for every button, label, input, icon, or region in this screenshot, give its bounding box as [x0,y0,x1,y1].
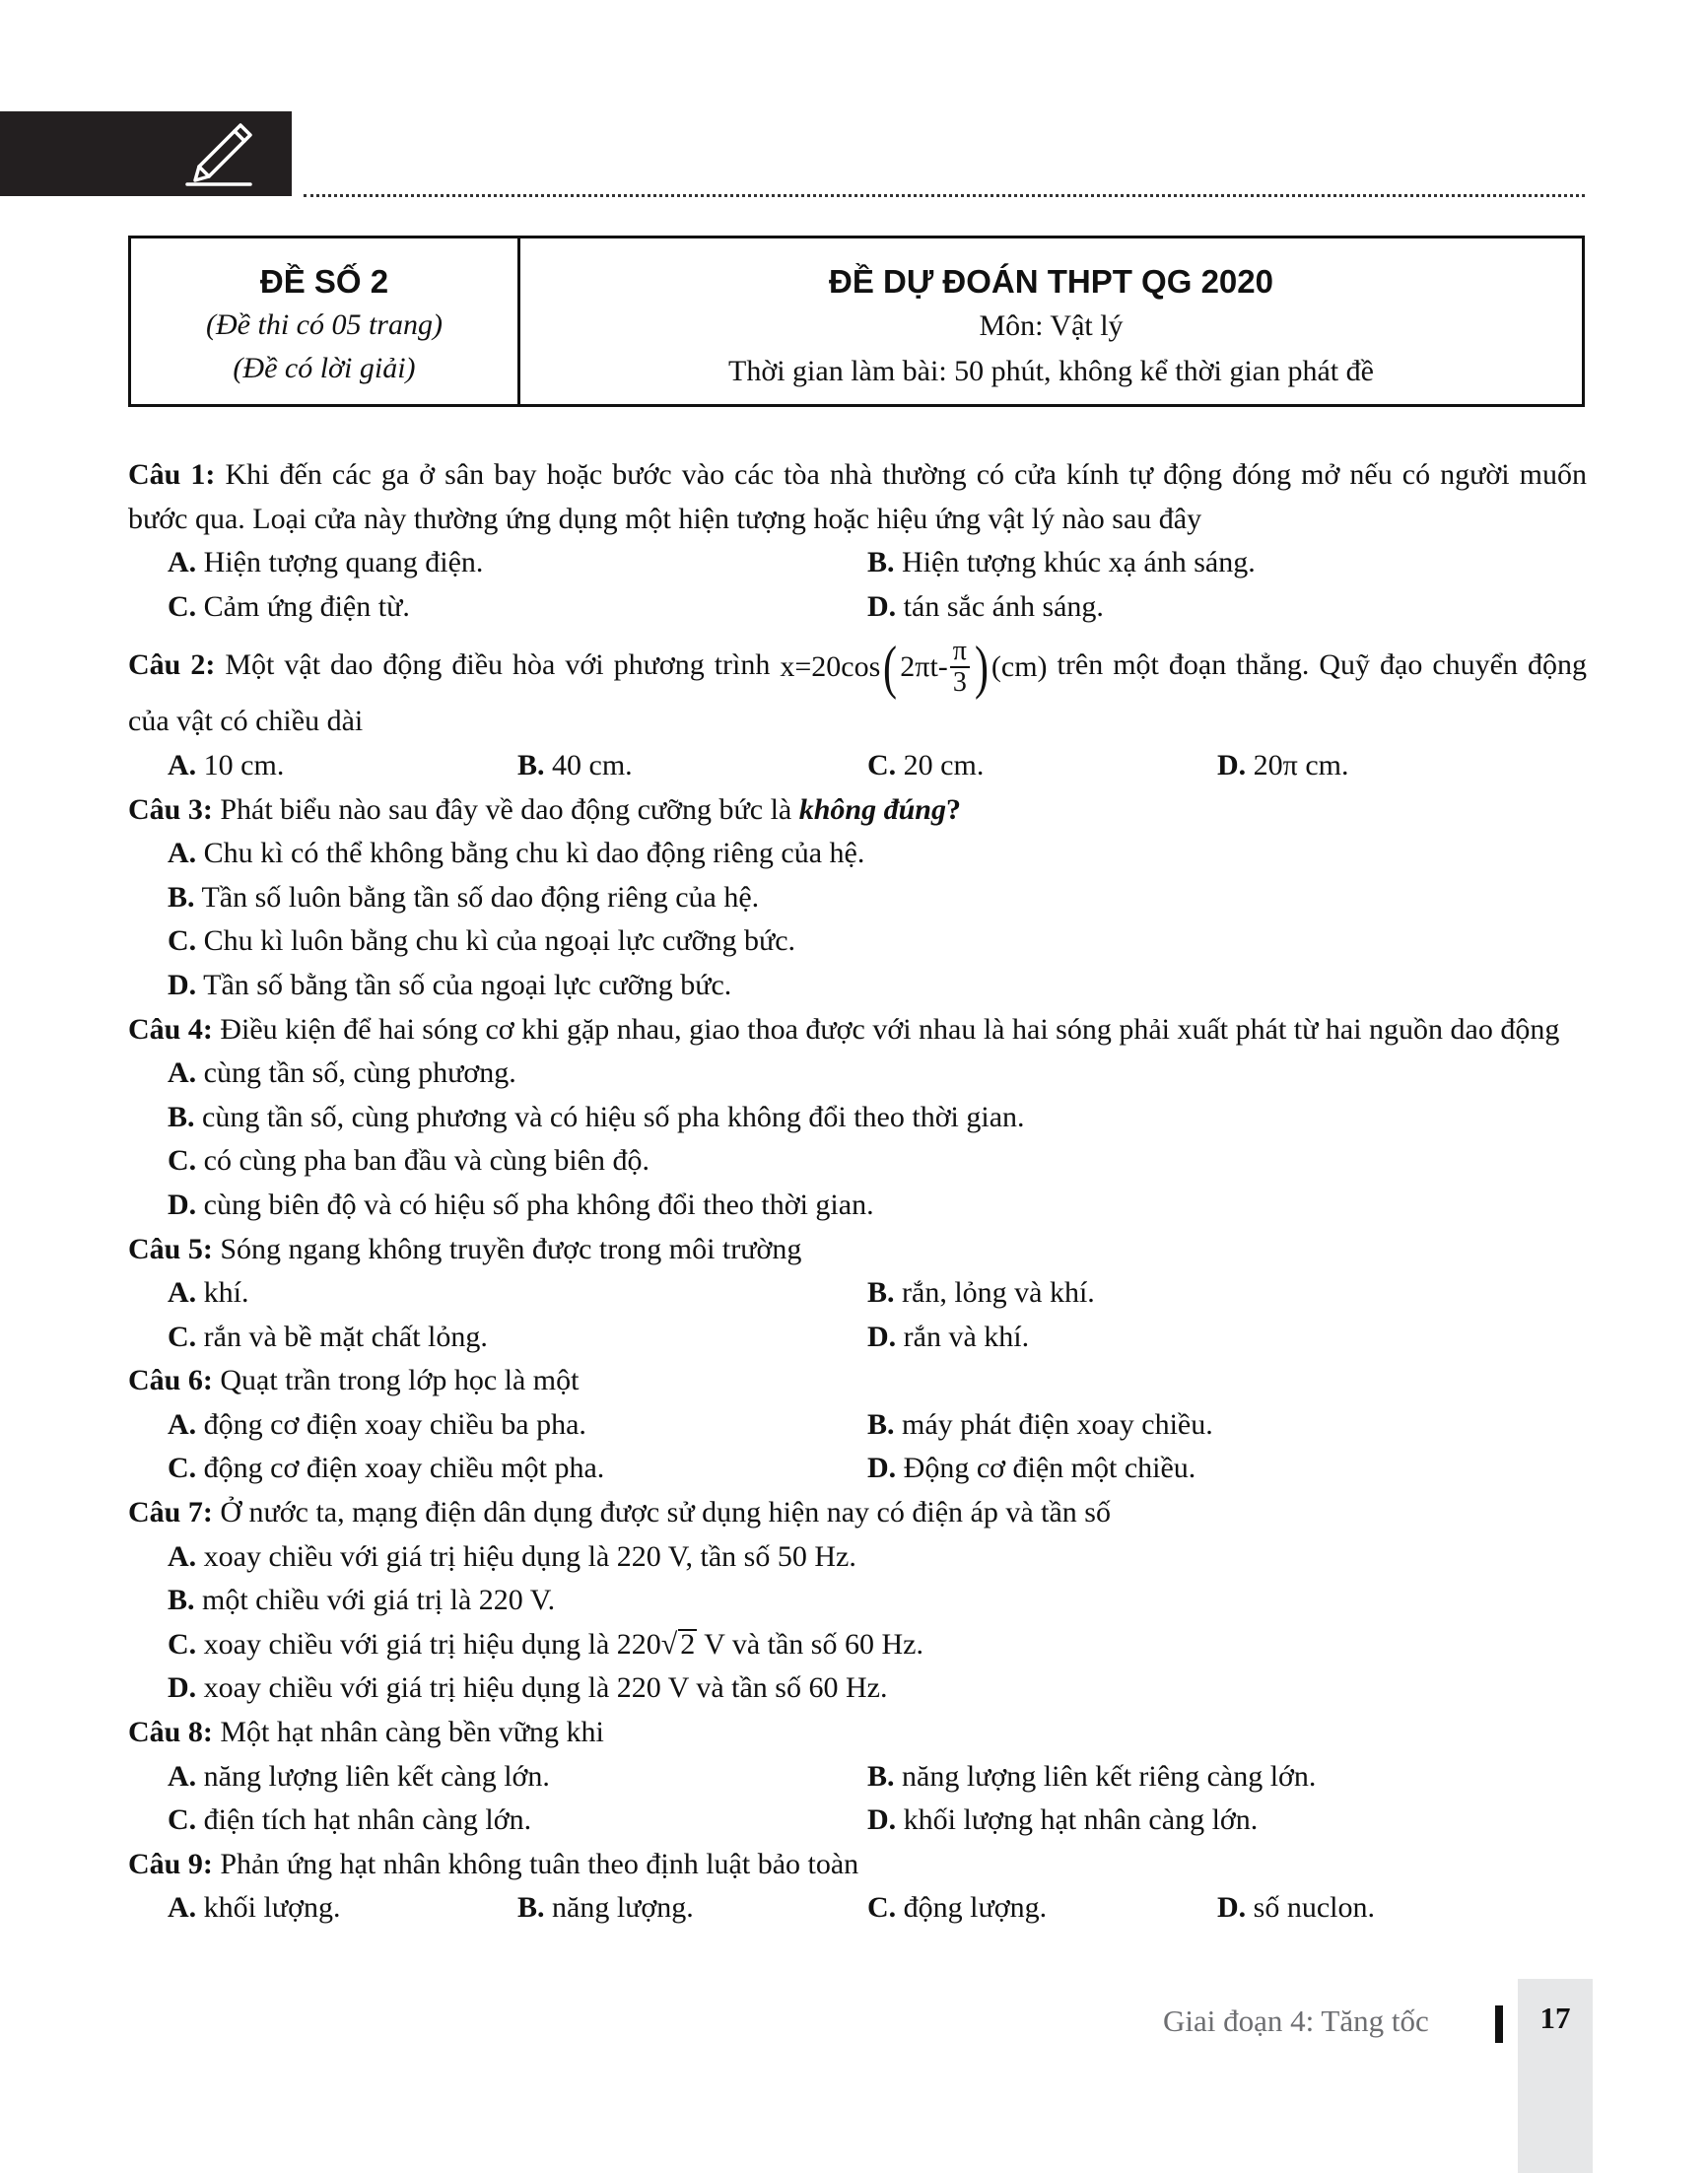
exam-time: Thời gian làm bài: 50 phút, không kể thời gian phát đề [728,355,1374,387]
exam-number: ĐỀ SỐ 2 [259,263,389,300]
question-text-continued: trên một đoạn thẳng. Quỹ đạo chuyển động của vật có chiều dài [128,648,1588,738]
option-b[interactable]: B. một chiều với giá trị là 220 V. [168,1584,556,1617]
footer-section-title: Giai đoạn 4: Tăng tốc [1163,2003,1429,2038]
option-d[interactable]: D. xoay chiều với giá trị hiệu dụng là 220 V và tần số 60 Hz. [168,1671,888,1705]
option-b[interactable]: B. Tần số luôn bằng tần số dao động riêng của hệ. [168,880,760,914]
exam-subject: Môn: Vật lý [979,309,1124,342]
question-label: Câu 7: [128,1496,213,1529]
exam-title: ĐỀ DỰ ĐOÁN THPT QG 2020 [829,263,1273,300]
option-c[interactable]: C. xoay chiều với giá trị hiệu dụng là 220√ 2 V và tần số 60 Hz. [168,1627,923,1661]
question-5 [128,1228,1587,1360]
exam-id-cell [131,238,520,404]
option-d[interactable]: D. rắn và khí. [867,1320,1030,1353]
question-text: Ở nước ta, mạng điện dân dụng được sử dụng hiện nay có điện áp và tần số [220,1496,1111,1529]
question-4 [128,1008,1587,1228]
option-d[interactable]: D. Tần số bằng tần số của ngoại lực cưỡng bức. [168,968,732,1001]
option-c[interactable]: C. rắn và bề mặt chất lỏng. [168,1320,488,1353]
option-d[interactable]: D. khối lượng hạt nhân càng lớn. [867,1803,1259,1837]
option-a[interactable]: A. năng lượng liên kết càng lớn. [168,1759,550,1793]
option-b[interactable]: B. năng lượng. [517,1891,694,1925]
question-9 [128,1843,1587,1931]
header-tab [0,111,292,196]
question-2 [128,635,1587,787]
option-a[interactable]: A. xoay chiều với giá trị hiệu dụng là 220 V, tần số 50 Hz. [168,1539,856,1573]
option-b[interactable]: B. rắn, lỏng và khí. [867,1276,1095,1310]
exam-info-cell [520,238,1582,404]
question-text: Phát biểu nào sau đây về dao động cưỡng bức là [220,792,792,826]
exam-pages: (Đề thi có 05 trang) [206,308,443,341]
question-text: Phản ứng hạt nhân không tuân theo định luật bảo toàn [220,1847,859,1880]
page-number: 17 [1539,2001,1571,2035]
option-a[interactable]: A. Chu kì có thể không bằng chu kì dao động riêng của hệ. [168,837,865,870]
question-label: Câu 8: [128,1716,213,1749]
question-3: Câu 3: Phát biểu nào sau đây về dao động cưỡng bức là không đúng? A. Chu kì có thể không bằng chu kì dao động riêng của hệ. B. Tần số luôn bằng tần số dao động riêng của hệ. C. Chu kì luôn bằng chu kì của ngoại lực cưỡng bức. D. Tần số bằng tần số của ngoại lực cưỡng bức. [128,788,1587,1008]
option-d[interactable]: D. 20π cm. [1217,748,1349,781]
option-c[interactable]: C. Chu kì luôn bằng chu kì của ngoại lực cưỡng bức. [168,924,796,958]
option-c[interactable]: C. có cùng pha ban đầu và cùng biên độ. [168,1144,650,1178]
option-b[interactable]: B. máy phát điện xoay chiều. [867,1407,1213,1441]
question-text: Một vật dao động điều hòa với phương trình [225,648,771,682]
option-c[interactable]: C. điện tích hạt nhân càng lớn. [168,1803,532,1837]
exam-solution-note: (Đề có lời giải) [233,352,416,384]
option-a[interactable]: A. 10 cm. [168,748,285,781]
question-label: Câu 3: [128,792,213,826]
option-c[interactable]: C. Cảm ứng điện từ. [168,589,410,623]
question-text: Khi đến các ga ở sân bay hoặc bước vào các tòa nhà thường có cửa kính tự động đóng mở nếu có người muốn bước qua. Loại cửa này thường ứng dụng một hiện tượng hoặc hiệu ứng vật lý nào sau đây [128,458,1588,535]
sqrt-value: 220√ 2 [616,1627,696,1661]
question-label: Câu 6: [128,1364,213,1397]
option-a[interactable]: A. cùng tần số, cùng phương. [168,1056,516,1090]
question-label: Câu 4: [128,1012,213,1046]
question-8 [128,1711,1587,1843]
footer-divider [1495,2005,1503,2043]
option-d[interactable]: D. tán sắc ánh sáng. [867,589,1104,623]
question-label: Câu 1: [128,458,216,491]
exam-header [128,236,1585,407]
option-b[interactable]: B. cùng tần số, cùng phương và có hiệu số pha không đổi theo thời gian. [168,1100,1025,1133]
option-b[interactable]: B. năng lượng liên kết riêng càng lớn. [867,1759,1317,1793]
question-label: Câu 9: [128,1847,213,1880]
option-a[interactable]: A. động cơ điện xoay chiều ba pha. [168,1407,586,1441]
oscillation-formula: x=20cos ( 2πt- $\frac{\pi}{3}$ ) (cm) [780,635,1048,701]
question-text: Sóng ngang không truyền được trong môi trường [220,1232,802,1265]
option-a[interactable]: A. khối lượng. [168,1891,341,1925]
option-b[interactable]: B. Hiện tượng khúc xạ ánh sáng. [867,546,1256,579]
option-c[interactable]: C. động lượng. [867,1891,1048,1925]
question-text: Một hạt nhân càng bền vững khi [220,1716,604,1749]
question-label: Câu 5: [128,1232,213,1265]
option-b[interactable]: B. 40 cm. [517,748,633,781]
question-list [128,453,1587,1931]
question-1 [128,453,1587,629]
emphasis-text: không đúng [798,792,946,826]
option-d[interactable]: D. cùng biên độ và có hiệu số pha không đổi theo thời gian. [168,1188,874,1221]
question-6 [128,1359,1587,1491]
question-text: Quạt trần trong lớp học là một [220,1364,580,1397]
option-d[interactable]: D. số nuclon. [1217,1891,1375,1925]
dotted-divider [304,194,1585,197]
question-7 [128,1491,1587,1711]
option-c[interactable]: C. 20 cm. [867,748,985,781]
option-a[interactable]: A. Hiện tượng quang điện. [168,546,484,579]
question-label: Câu 2: [128,648,216,682]
question-text: Điều kiện để hai sóng cơ khi gặp nhau, giao thoa được với nhau là hai sóng phải xuất phát từ hai nguồn dao động [220,1012,1560,1046]
option-c[interactable]: C. động cơ điện xoay chiều một pha. [168,1452,605,1485]
option-a[interactable]: A. khí. [168,1276,249,1310]
option-d[interactable]: D. Động cơ điện một chiều. [867,1452,1196,1485]
pencil-icon [183,121,254,188]
